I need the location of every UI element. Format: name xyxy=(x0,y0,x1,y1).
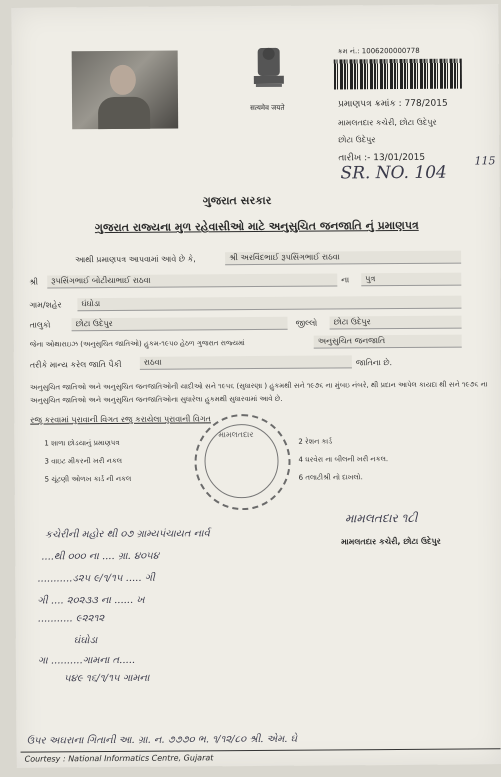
evidence-item: 1 શાળા છોડયાનું પ્રમાણપત્ર xyxy=(44,438,120,448)
handwritten-line: કચેરીની મહોર થી ૦૭ ગ્રામ્યપંચાયત નાર્વ xyxy=(44,528,210,541)
certificate-number: પ્રમાણપત્ર ક્રમાંક : 778/2015 xyxy=(338,98,448,110)
signature: મામલતદાર ૧૮ી xyxy=(344,510,418,526)
government-title: ગુજરાત સરકાર xyxy=(202,193,272,208)
village-value: ઘંઘોડા xyxy=(77,296,461,312)
handwritten-line: ગા ..........ગામના ત..... xyxy=(37,654,136,667)
sr-number: SR. NO. 104 xyxy=(340,162,447,184)
evidence-item: 5 ચૂંટણી ઓળખ કાર્ડ ની નકલ xyxy=(44,474,132,484)
caste-value: રાઠવા xyxy=(140,355,352,369)
certificate-page xyxy=(11,4,501,767)
handwritten-line: ઘંઘોડા xyxy=(73,635,98,647)
office-seal-stamp xyxy=(194,414,291,511)
issue-date: તારીખ :- 13/01/2015 xyxy=(338,152,426,164)
handwritten-line: ....થી ૦૦૦ ના .... ગ્રા. ૪૦૫૪ xyxy=(41,550,159,563)
evidence-item: 3 વાઇટ મીકરની ખરી નકલ xyxy=(44,456,123,466)
evidence-item: 2 રેશન કાર્ડ xyxy=(298,437,333,446)
taluka-label: તાલુકો xyxy=(29,320,51,330)
handwritten-line: ...........ડ૨૫ ૯/૧/૧૫ ..... ગી xyxy=(37,572,155,585)
issuing-office: મામલતદાર કચેરી, છોટા ઉદેપુર xyxy=(338,117,437,128)
evidence-item: 4 ઘરવેરા ના બીલની ખરી નકલ. xyxy=(298,455,389,464)
office-district: છોટા ઉદેપુર xyxy=(338,135,376,145)
order-value: અનુસુચિત જનજાતિ xyxy=(314,335,462,349)
applicant-name: શ્રી અરવિંદભાઈ રૂપસિંગભાઈ રાઠવા xyxy=(225,251,461,266)
district-label: જીલ્લો xyxy=(295,318,318,328)
barcode xyxy=(334,59,462,90)
order-text: જેના ઓથારાઇઝ (અનુસુચિત જાતિઓ) હુકમ-૧૯૫૦ હેઠળ ગુજરાત રાજ્યમાં xyxy=(29,339,245,349)
applicant-photo xyxy=(72,51,179,130)
district-value: છોટા ઉદેપુર xyxy=(330,316,462,330)
taluka-value: છોટા ઉદેપુર xyxy=(72,317,288,332)
national-emblem-icon xyxy=(244,42,294,106)
signatory-designation: મામલતદાર કચેરી, છોટા ઉદેપુર xyxy=(341,536,441,547)
handwritten-bottom-line: ઉપર અઘરાના ગિતાની આ. ગ્રા. ન. ૭૭૭૦ ભ. ૧/૧૨/૮૦ શ્રી. એમ. ઘે xyxy=(26,733,298,747)
intro-label: આથી પ્રમાણપત્ર આપવામાં આવે છે કે, xyxy=(75,254,196,265)
emblem-caption: सत्यमेव जयते xyxy=(250,103,285,113)
caste-suffix: જાતિના છે. xyxy=(355,358,393,368)
father-name: રૂપસિંગભાઈ બોટીયાભાઈ રાઠવા xyxy=(47,273,337,288)
sr-number-alt: 115 xyxy=(474,154,496,168)
relation-label: ના xyxy=(341,275,350,285)
handwritten-line: ગી .... ૨૦૨૩૩ ના ...... ખ xyxy=(37,594,145,607)
recognized-label: તરીકે માન્ય કરેલ જાતિ પૈકી xyxy=(29,359,122,370)
certificate-title: ગુજરાત રાજ્યના મુળ રહેવાસીઓ માટે અનુસુચિત જનજાતિ નું પ્રમાણપત્ર xyxy=(94,218,419,235)
village-label: ગામ/શહેર xyxy=(29,300,62,310)
evidence-heading: રજુ કરવામાં પુરાવાની વિગત રજુ કરાયેલા પુરાવાની વિગત xyxy=(30,414,211,425)
relation-value: પુત્ર xyxy=(361,273,461,287)
shri-label: શ્રી xyxy=(29,277,39,287)
footer-courtesy: Courtesy : National Informatics Centre, Gujarat xyxy=(24,753,214,764)
evidence-item: 6 તલાટીશ્રી નો દાખલો. xyxy=(298,473,363,482)
handwritten-line: ........... ૯૨૨૧૨ xyxy=(37,613,105,625)
serial-small: ક્રમ નં.: 1006200000778 xyxy=(337,46,420,56)
legal-paragraph: અનુસુચિત જાતિઓ અને અનુસુચિત જનજાતિઓની યાદીઓ સને ૧૯૫૬ (સુધારણા ) હુકમથી સને ૧૯૭૬ ના મુંબઇ નંબરે, થી પ્રદાન આપેલ કાયદા થી સને ૧૯૭૬ ના અનુસુચિત જાતિઓ અને અનુસુચિત જનજાતિઓના સુધારેલા હુકમથી સુધારવામાં આવે છે. xyxy=(29,380,488,405)
handwritten-line: ૫૪૯ ૧૬/૧/૧૫ ગામના xyxy=(64,672,150,685)
footer-divider xyxy=(21,748,501,752)
stamp-text: મામલતદાર xyxy=(218,430,254,440)
